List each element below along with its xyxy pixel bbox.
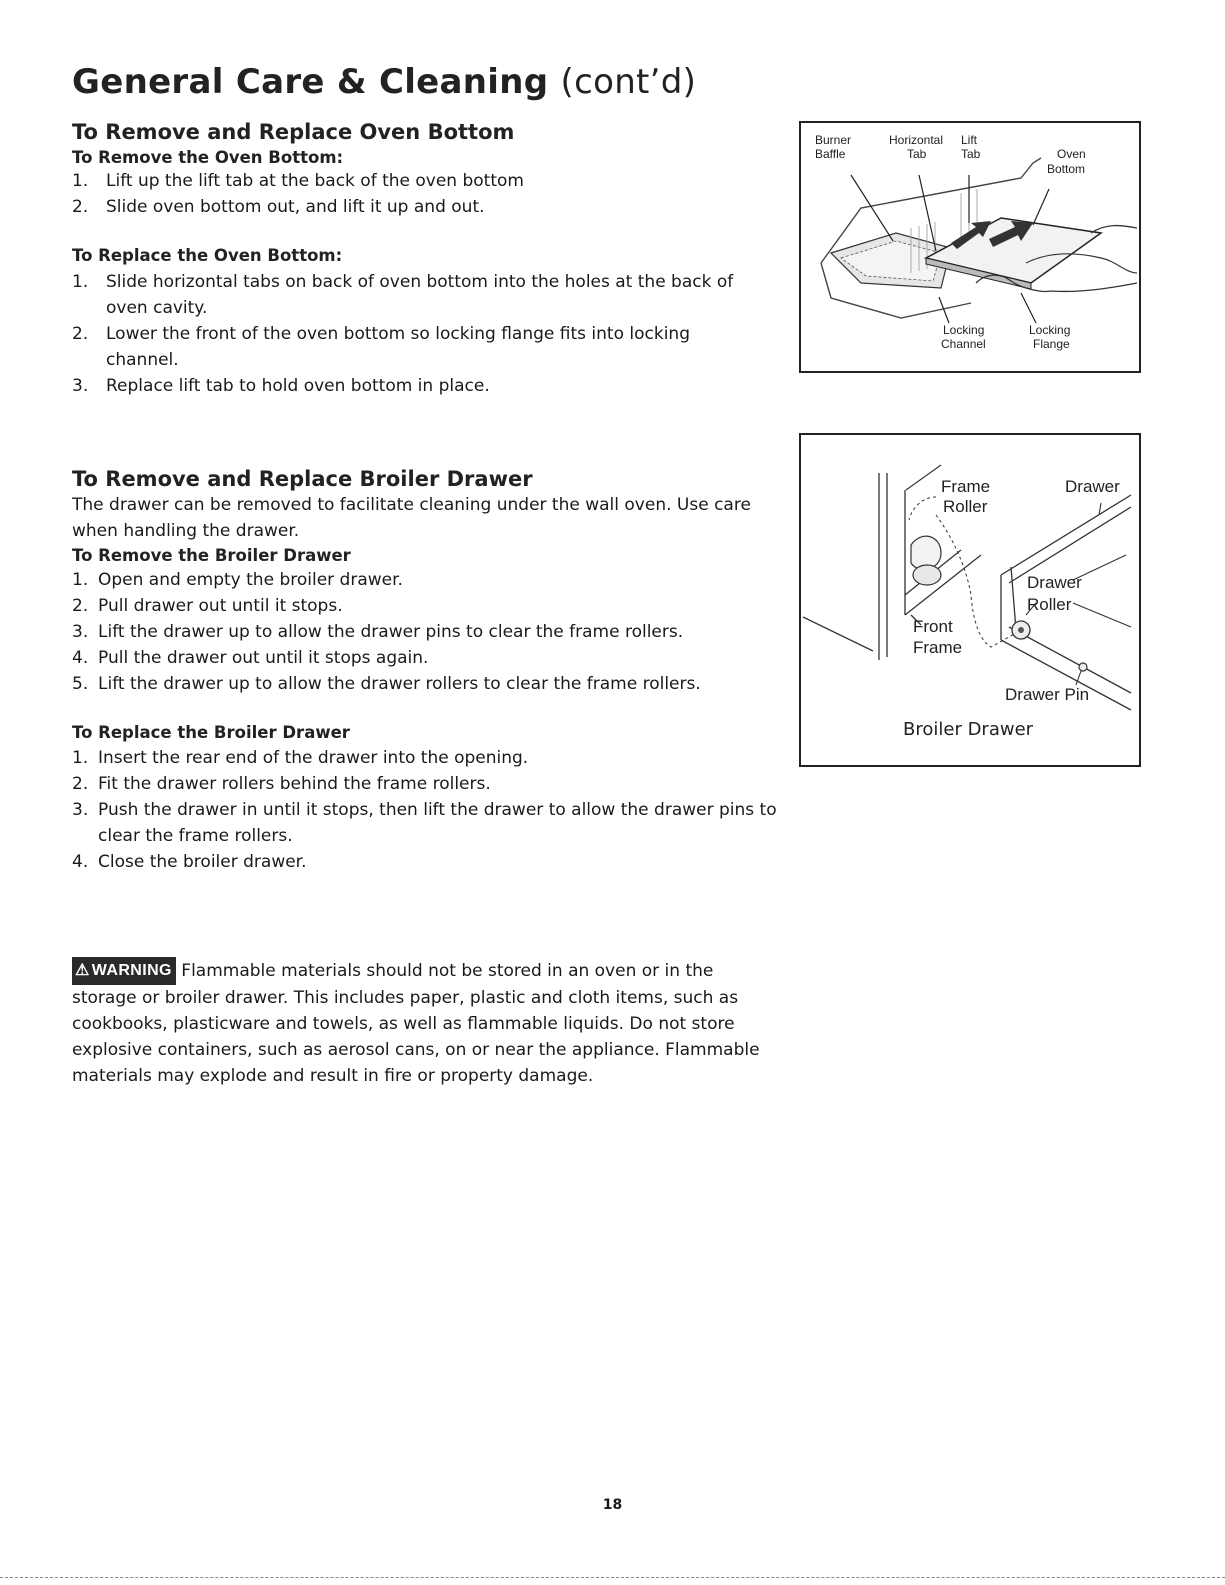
remove-broiler-drawer-heading: To Remove the Broiler Drawer — [72, 546, 351, 565]
replace-oven-bottom-steps — [72, 269, 752, 399]
list-item: 1. Open and empty the broiler drawer. — [72, 570, 403, 590]
warning-badge: ⚠ WARNING — [72, 957, 176, 985]
page-title-suffix: (cont’d) — [560, 62, 697, 102]
list-item: 5. Lift the drawer up to allow the drawer rollers to clear the frame rollers. — [72, 674, 701, 694]
label-roller: Roller — [943, 497, 988, 516]
replace-oven-bottom-heading: To Replace the Oven Bottom: — [72, 246, 343, 265]
warning-triangle-icon: ⚠ — [75, 962, 90, 979]
list-item: 3. Push the drawer in until it stops, then lift the drawer to allow the drawer pins to clear the frame rollers. — [72, 800, 777, 846]
list-item: 2. Lower the front of the oven bottom so locking flange fits into locking channel. — [72, 324, 690, 370]
warning-text-block — [72, 957, 777, 1089]
oven-bottom-heading: To Remove and Replace Oven Bottom — [72, 120, 515, 144]
list-item: 2. Fit the drawer rollers behind the frame rollers. — [72, 774, 491, 794]
page-title — [72, 62, 696, 102]
page-number: 18 — [602, 1497, 623, 1513]
page-title-bold: General Care & Cleaning — [72, 62, 549, 102]
warning-block — [72, 957, 777, 1089]
replace-broiler-drawer-heading: To Replace the Broiler Drawer — [72, 723, 350, 742]
label-drawer-roller-1: Drawer — [1027, 573, 1082, 592]
list-item: 3. Replace lift tab to hold oven bottom in place. — [72, 376, 490, 396]
broiler-drawer-caption: Broiler Drawer — [903, 719, 1034, 740]
label-baffle: Baffle — [815, 147, 846, 161]
label-front: Front — [913, 617, 953, 636]
list-item: 4. Close the broiler drawer. — [72, 852, 307, 872]
list-item: 2. Pull drawer out until it stops. — [72, 596, 343, 616]
remove-oven-bottom-steps — [72, 168, 777, 220]
oven-bottom-section — [72, 120, 777, 399]
list-item: 1. Insert the rear end of the drawer into the opening. — [72, 748, 529, 768]
list-item: 3. Lift the drawer up to allow the drawer pins to clear the frame rollers. — [72, 622, 684, 642]
label-locking-channel-1: Locking — [943, 323, 985, 337]
label-drawer-pin: Drawer Pin — [1005, 685, 1090, 704]
broiler-drawer-intro: The drawer can be removed to facilitate cleaning under the wall oven. Use care when handling the drawer. — [72, 495, 751, 541]
broiler-drawer-heading: To Remove and Replace Broiler Drawer — [72, 467, 533, 491]
label-lift: Lift — [961, 133, 978, 147]
label-channel: Channel — [941, 337, 986, 351]
remove-oven-bottom-heading: To Remove the Oven Bottom: — [72, 148, 344, 167]
label-horizontal: Horizontal — [889, 133, 944, 147]
broiler-drawer-figure — [799, 433, 1141, 767]
list-item: 1. Slide horizontal tabs on back of oven bottom into the holes at the back of oven cavity. — [72, 272, 734, 318]
label-horizontal-tab: Tab — [907, 147, 927, 161]
label-drawer: Drawer — [1065, 477, 1120, 496]
label-flange: Flange — [1033, 337, 1070, 351]
label-locking-flange-1: Locking — [1029, 323, 1071, 337]
oven-bottom-figure — [799, 121, 1141, 373]
list-item: 2. Slide oven bottom out, and lift it up and out. — [72, 197, 485, 217]
warning-text: Flammable materials should not be stored in an oven or in the storage or broiler drawer. This includes paper, plastic and cloth items, such as cookbooks, plasticware and towels, as well as flammable liquids. Do not store explosive containers, such as aerosol cans, on or near the appliance. Flammable materials may explode and result in fire or property damage. — [72, 961, 760, 1086]
broiler-drawer-section — [72, 467, 777, 875]
list-item: 4. Pull the drawer out until it stops again. — [72, 648, 429, 668]
label-burner: Burner — [815, 133, 852, 147]
label-bottom: Bottom — [1047, 162, 1086, 176]
label-frame: Frame — [941, 477, 991, 496]
list-item: 1. Lift up the lift tab at the back of the oven bottom — [72, 171, 524, 191]
label-drawer-roller-2: Roller — [1027, 595, 1072, 614]
label-oven: Oven — [1057, 147, 1086, 161]
bottom-divider — [0, 1577, 1225, 1578]
replace-broiler-drawer-steps — [72, 745, 777, 875]
label-lift-tab: Tab — [961, 147, 981, 161]
remove-broiler-drawer-steps — [72, 567, 777, 697]
label-front-frame: Frame — [913, 638, 963, 657]
